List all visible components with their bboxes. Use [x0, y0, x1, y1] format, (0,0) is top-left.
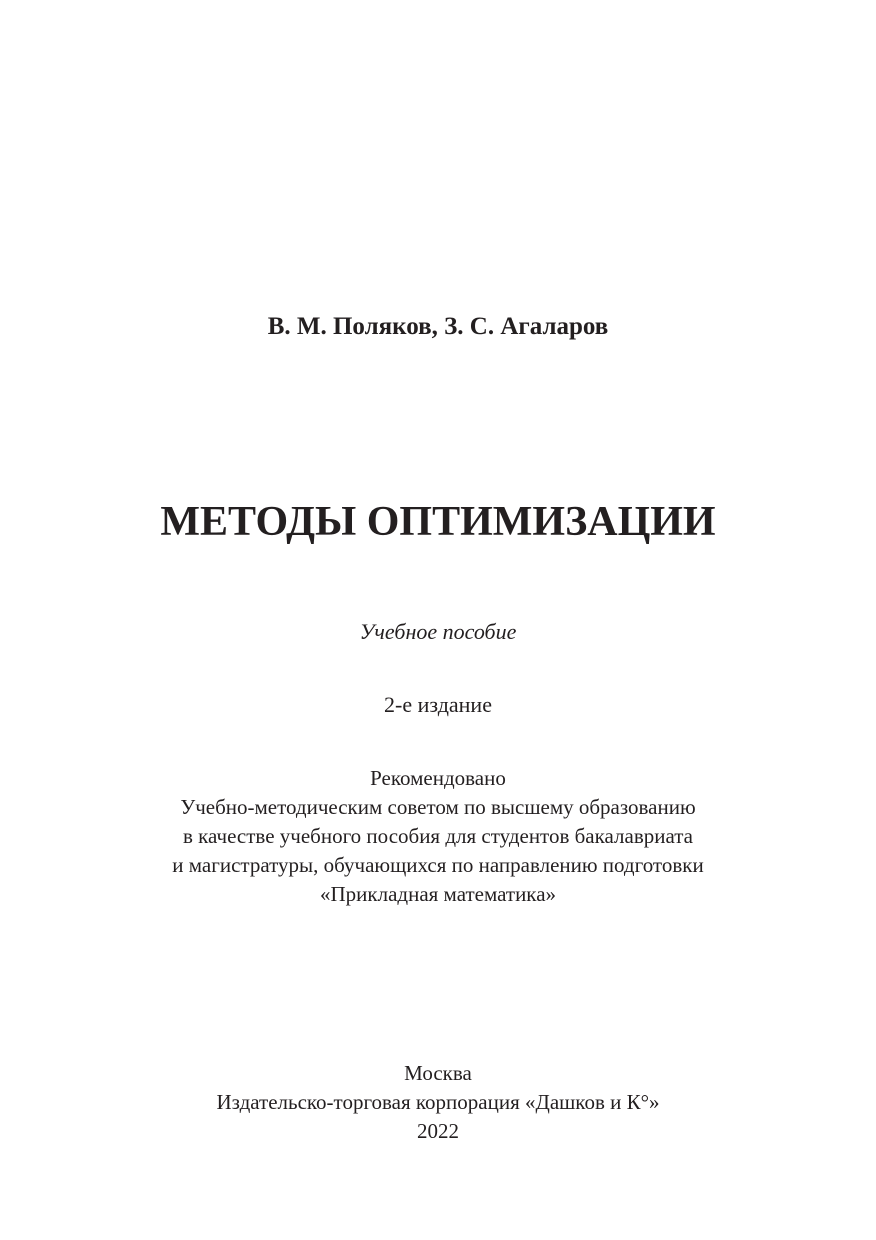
- imprint-city: Москва: [404, 1061, 472, 1085]
- recommendation-line: в качестве учебного пособия для студентов бакалавриата: [182, 824, 694, 848]
- authors: В. М. Поляков, З. С. Агаларов: [267, 313, 609, 340]
- imprint-publisher: Издательско-торговая корпорация «Дашков и К°»: [216, 1090, 660, 1114]
- imprint-year: 2022: [417, 1119, 459, 1143]
- recommendation-line: и магистратуры, обучающихся по направлению подготовки: [172, 853, 704, 877]
- recommendation-line: Учебно-методическим советом по высшему образованию: [180, 795, 696, 819]
- recommendation-line: Рекомендовано: [370, 766, 506, 790]
- edition: 2-е издание: [384, 692, 492, 717]
- imprint-block: [0, 1059, 876, 1146]
- recommendation-line: «Прикладная математика»: [319, 882, 557, 906]
- book-title: МЕТОДЫ ОПТИМИЗАЦИИ: [160, 499, 716, 545]
- book-subtitle: Учебное пособие: [359, 619, 517, 644]
- recommendation-block: [0, 764, 876, 909]
